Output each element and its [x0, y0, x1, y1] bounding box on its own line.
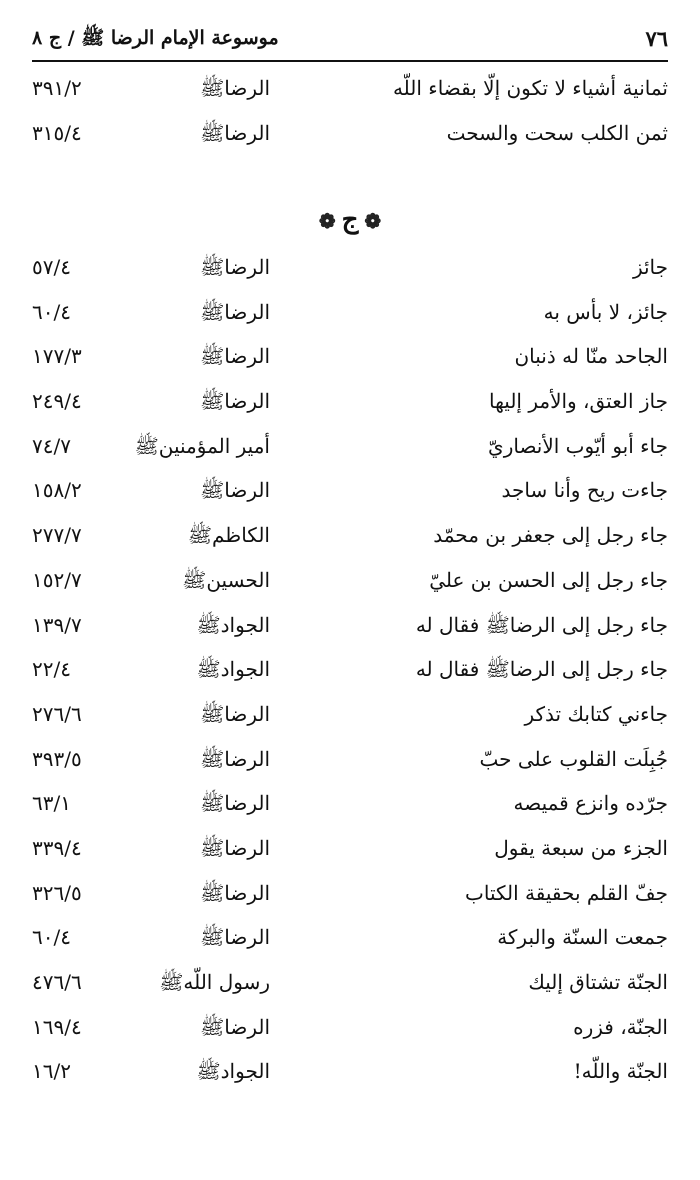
index-entry: [32, 383, 668, 428]
entry-phrase: جاء رجل إلى جعفر بن محمّد: [433, 523, 668, 548]
entry-speaker: الرضاﷺ: [200, 880, 270, 905]
entry-speaker: الحسينﷺ: [182, 567, 270, 592]
entry-speaker: الرضاﷺ: [200, 255, 270, 279]
ornament-icon: ❁: [318, 209, 336, 233]
entry-reference: ٢٧٦/٦: [32, 701, 82, 726]
entry-reference: ١٦/٢: [32, 1059, 71, 1084]
entry-phrase: جاء رجل إلى الرضاﷺ فقال له: [415, 657, 668, 682]
index-entry: [32, 830, 668, 875]
entry-reference: ٢٧٧/٧: [32, 523, 82, 548]
index-entry: [32, 964, 668, 1009]
entry-reference: ١٦٩/٤: [32, 1014, 82, 1039]
index-entry: [32, 1009, 668, 1054]
index-entry: [32, 607, 668, 652]
entry-reference: ٥٧/٤: [32, 255, 71, 279]
entry-speaker: أمير المؤمنينﷺ: [134, 433, 270, 458]
entry-phrase: الجنّة تشتاق إليك: [528, 970, 668, 994]
entry-reference: ٢٢/٤: [32, 657, 71, 682]
index-group-tha: [32, 70, 668, 159]
ornament-icon: ❁: [364, 209, 382, 233]
entry-reference: ٣١٥/٤: [32, 120, 82, 145]
entry-speaker: رسول اللّهﷺ: [159, 970, 270, 994]
index-entry: [32, 294, 668, 339]
entry-speaker: الرضاﷺ: [200, 925, 270, 950]
entry-speaker: الرضاﷺ: [200, 76, 270, 100]
index-entry: [32, 1053, 668, 1098]
page-number: ٧٦: [645, 26, 668, 51]
entry-reference: ٦٠/٤: [32, 925, 71, 950]
index-entry: [32, 70, 668, 115]
entry-reference: ١٥٨/٢: [32, 478, 82, 503]
entry-phrase: جُبِلَت القلوب على حبّ: [479, 746, 668, 771]
entry-speaker: الرضاﷺ: [200, 120, 270, 145]
entry-reference: ٣٢٦/٥: [32, 880, 82, 905]
entry-phrase: جاء رجل إلى الرضاﷺ فقال له: [415, 612, 668, 637]
index-entry: [32, 338, 668, 383]
entry-reference: ٦٠/٤: [32, 299, 71, 324]
index-group-jim: [32, 249, 668, 1098]
entry-speaker: الرضاﷺ: [200, 746, 270, 771]
entry-speaker: الرضاﷺ: [200, 299, 270, 324]
entry-speaker: الرضاﷺ: [200, 835, 270, 860]
entry-phrase: جفّ القلم بحقيقة الكتاب: [465, 880, 668, 905]
running-title: موسوعة الإمام الرضا ﷺ / ج ٨: [32, 27, 279, 49]
entry-speaker: الجوادﷺ: [196, 612, 270, 637]
entry-speaker: الجوادﷺ: [196, 657, 270, 682]
entry-speaker: الرضاﷺ: [200, 791, 270, 816]
entry-phrase: ثمن الكلب سحت والسحت: [446, 120, 668, 145]
index-entry: [32, 785, 668, 830]
index-entry: [32, 428, 668, 473]
entry-reference: ١٥٢/٧: [32, 567, 82, 592]
entry-phrase: جمعت السنّة والبركة: [497, 925, 668, 950]
entry-phrase: الجنّة واللّه!: [573, 1059, 668, 1084]
entry-speaker: الكاظمﷺ: [187, 523, 270, 548]
entry-speaker: الرضاﷺ: [200, 701, 270, 726]
entry-reference: ١٧٧/٣: [32, 344, 82, 369]
index-entry: [32, 472, 668, 517]
entry-reference: ٣٩١/٢: [32, 76, 82, 100]
entry-phrase: جرّده وانزع قميصه: [513, 791, 668, 816]
entry-reference: ٧٤/٧: [32, 433, 71, 458]
index-entry: [32, 741, 668, 786]
index-entry: [32, 115, 668, 160]
entry-speaker: الرضاﷺ: [200, 389, 270, 414]
entry-reference: ٤٧٦/٦: [32, 970, 82, 994]
entry-phrase: جائز: [632, 255, 668, 279]
section-letter: ج: [341, 205, 359, 235]
entry-speaker: الرضاﷺ: [200, 1014, 270, 1039]
index-entry: [32, 696, 668, 741]
entry-phrase: الجنّة، فزره: [573, 1014, 668, 1039]
entry-reference: ٦٣/١: [32, 791, 71, 816]
entry-phrase: ثمانية أشياء لا تكون إلّا بقضاء اللّه: [392, 76, 668, 100]
entry-phrase: جاز العتق، والأمر إليها: [488, 389, 668, 414]
index-entry: [32, 875, 668, 920]
index-entry: [32, 249, 668, 294]
entry-phrase: جاءت ريح وأنا ساجد: [501, 478, 668, 503]
header-divider: [32, 60, 668, 62]
page-header: [32, 18, 668, 58]
entry-phrase: الجاحد منّا له ذنبان: [514, 344, 668, 369]
entry-speaker: الجوادﷺ: [196, 1059, 270, 1084]
entry-phrase: الجزء من سبعة يقول: [494, 835, 668, 860]
entry-phrase: جائز، لا بأس به: [543, 299, 668, 324]
entry-speaker: الرضاﷺ: [200, 478, 270, 503]
entry-speaker: الرضاﷺ: [200, 344, 270, 369]
entry-phrase: جاءني كتابك تذكر: [524, 701, 668, 726]
index-entry: [32, 919, 668, 964]
index-entry: [32, 517, 668, 562]
section-heading-jim: [0, 205, 700, 235]
entry-reference: ٢٤٩/٤: [32, 389, 82, 414]
index-entry: [32, 651, 668, 696]
entry-phrase: جاء أبو أيّوب الأنصاريّ: [488, 433, 668, 458]
index-entry: [32, 562, 668, 607]
entry-reference: ٣٣٩/٤: [32, 835, 82, 860]
entry-reference: ١٣٩/٧: [32, 612, 82, 637]
entry-phrase: جاء رجل إلى الحسن بن عليّ: [429, 567, 668, 592]
entry-reference: ٣٩٣/٥: [32, 746, 82, 771]
